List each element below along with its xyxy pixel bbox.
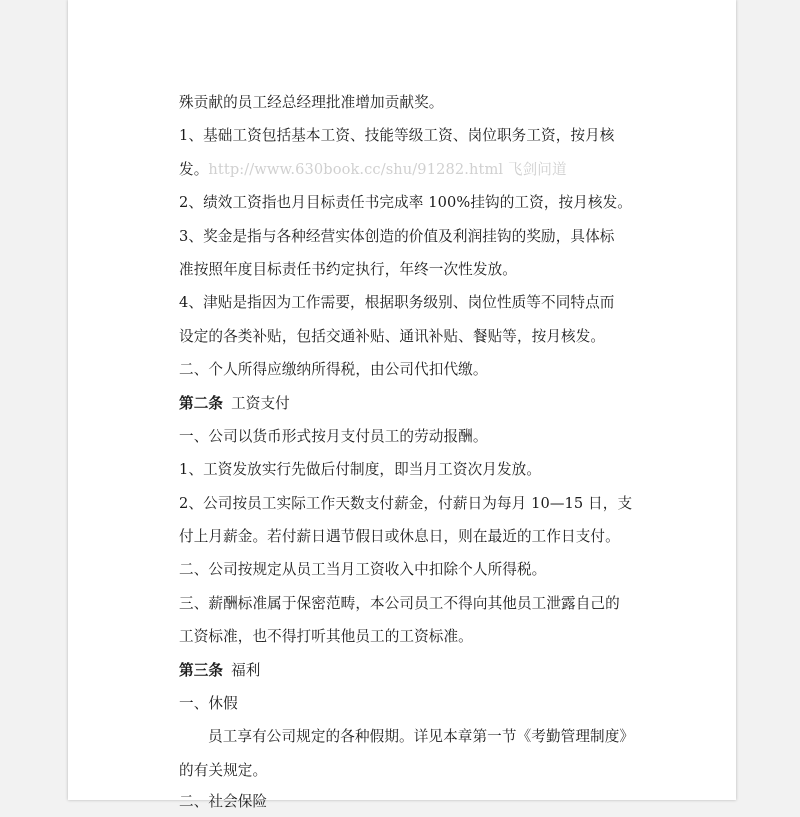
text-line: 一、休假 [179, 695, 238, 713]
text-line: 1、工资发放实行先做后付制度，即当月工资次月发放。 [179, 461, 542, 479]
text-line: 二、社会保险 [179, 793, 268, 811]
text-line: 3、奖金是指与各种经营实体创造的价值及利润挂钩的奖励，具体标 [179, 227, 615, 245]
text-line: 设定的各类补贴，包括交通补贴、通讯补贴、餐贴等，按月核发。 [179, 327, 606, 345]
text-line: 2、公司按员工实际工作天数支付薪金，付薪日为每月 10—15 日，支 [179, 494, 633, 512]
section-number: 第二条 [179, 394, 224, 412]
text-line: 4、津贴是指因为工作需要，根据职务级别、岗位性质等不同特点而 [179, 294, 615, 312]
document-body [179, 86, 634, 817]
text-line [179, 153, 634, 186]
text-line: 的有关规定。 [179, 761, 268, 779]
text-line: 付上月薪金。若付薪日遇节假日或休息日，则在最近的工作日支付。 [179, 528, 620, 546]
section-heading [179, 387, 634, 420]
text-line: 工资标准，也不得打听其他员工的工资标准。 [179, 628, 473, 646]
text-line: 殊贡献的员工经总经理批准增加贡献奖。 [179, 94, 444, 111]
text-line: 一、公司以货币形式按月支付员工的劳动报酬。 [179, 427, 488, 445]
text-line: 1、基础工资包括基本工资、技能等级工资、岗位职务工资，按月核 [179, 127, 615, 145]
text-segment: 发。 [179, 160, 209, 178]
section-heading [179, 654, 634, 687]
section-number: 第三条 [179, 661, 224, 679]
text-line: 2、绩效工资指也月目标责任书完成率 100%挂钩的工资，按月核发。 [179, 194, 632, 212]
section-title: 福利 [231, 661, 261, 679]
watermark-url: http://www.630book.cc/shu/91282.html 飞剑问道 [208, 160, 567, 178]
text-line: 三、薪酬标准属于保密范畴，本公司员工不得向其他员工泄露自己的 [179, 594, 620, 612]
text-line: 准按照年度目标责任书约定执行，年终一次性发放。 [179, 260, 517, 278]
text-line: 二、公司按规定从员工当月工资收入中扣除个人所得税。 [179, 561, 547, 579]
text-line: 员工享有公司规定的各种假期。详见本章第一节《考勤管理制度》 [208, 728, 635, 746]
section-title: 工资支付 [231, 394, 290, 412]
text-line: 二、个人所得应缴纳所得税，由公司代扣代缴。 [179, 361, 488, 379]
document-page [68, 0, 736, 811]
